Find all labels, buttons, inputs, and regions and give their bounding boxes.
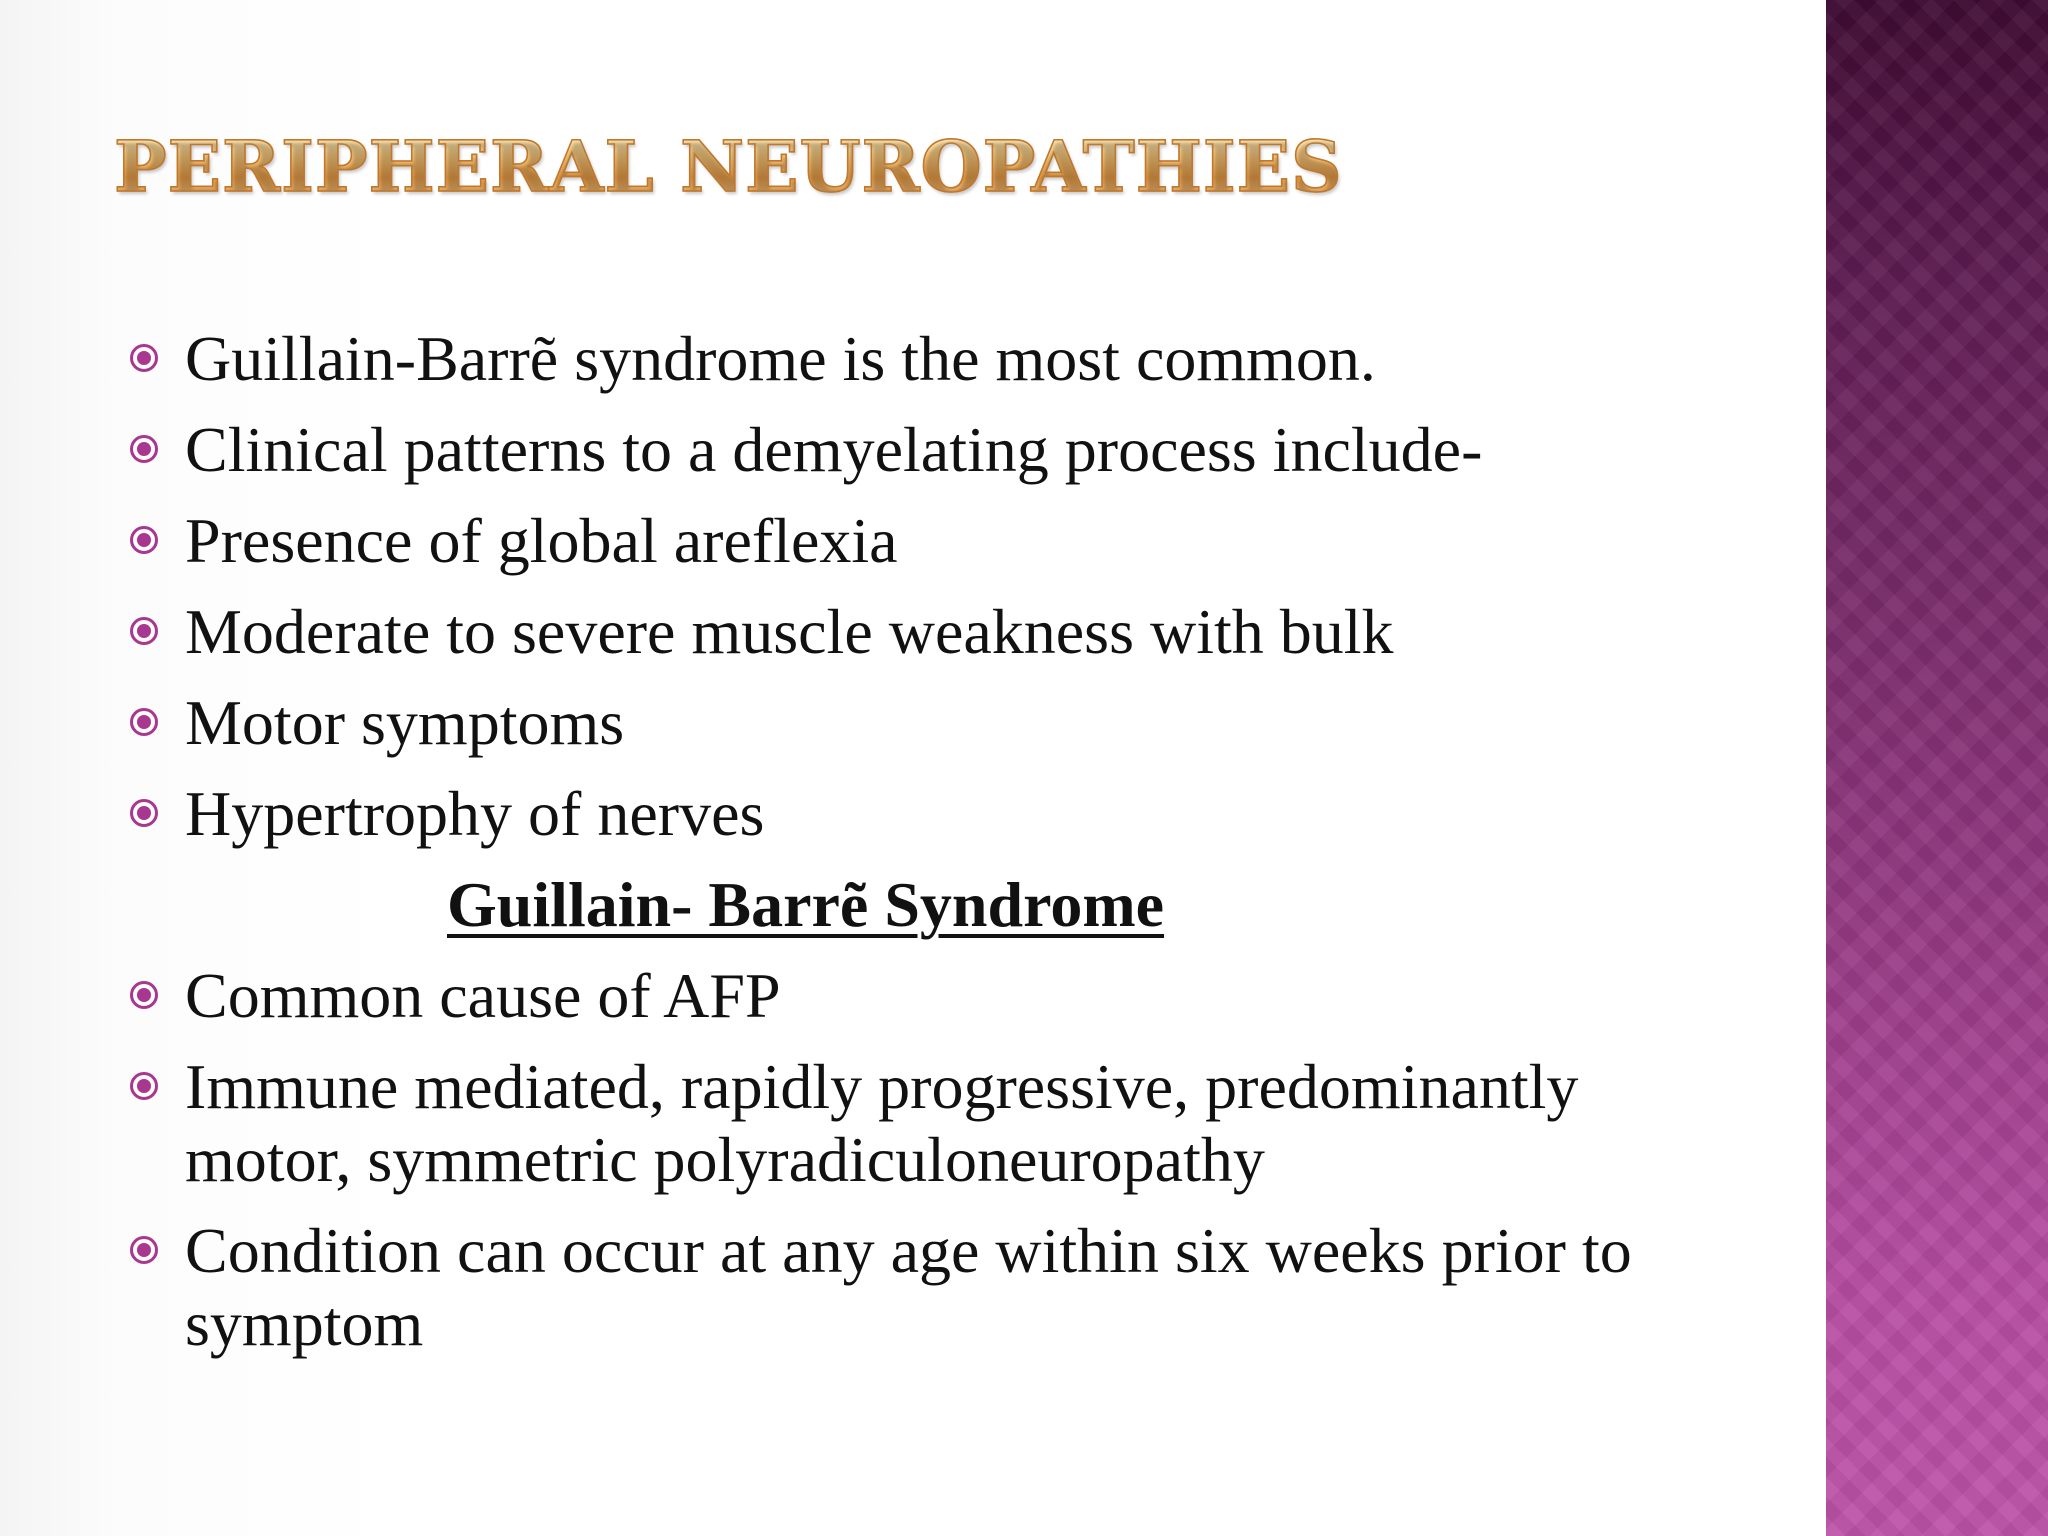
slide-title: PERIPHERAL NEUROPATHIES [114,125,1343,208]
circled-dot-icon [130,617,158,645]
bullet-text: Clinical patterns to a demyelating process include- [185,414,1483,485]
circled-dot-icon [130,526,158,554]
bullet-text: Condition can occur at any age within six weeks prior to symptom [185,1215,1632,1359]
bullet-item [130,1214,1690,1360]
circled-dot-icon [130,981,158,1009]
bullet-item [130,686,1690,759]
bullet-text: Hypertrophy of nerves [185,778,765,849]
decorative-side-band [1826,0,2048,1536]
bullet-text: Motor symptoms [185,687,625,758]
bullet-text: Guillain-Barrẽ syndrome is the most common. [185,323,1376,394]
bullet-item [130,504,1690,577]
circled-dot-icon [130,1236,158,1264]
slide-content [130,322,1690,1378]
circled-dot-icon [130,1072,158,1100]
bullet-text: Immune mediated, rapidly progressive, predominantly motor, symmetric polyradiculoneuropathy [185,1051,1579,1195]
bullet-item [130,1050,1690,1196]
bullet-item [130,413,1690,486]
circled-dot-icon [130,708,158,736]
circled-dot-icon [130,344,158,372]
bullet-item [130,959,1690,1032]
bullet-item [130,595,1690,668]
circled-dot-icon [130,435,158,463]
section-subheading: Guillain- Barrẽ Syndrome [447,869,1165,940]
bullet-text: Common cause of AFP [185,960,781,1031]
bullet-text: Presence of global areflexia [185,505,898,576]
bullet-item [130,777,1690,850]
bullet-item [130,322,1690,395]
bullet-text: Moderate to severe muscle weakness with bulk [185,596,1394,667]
circled-dot-icon [130,799,158,827]
